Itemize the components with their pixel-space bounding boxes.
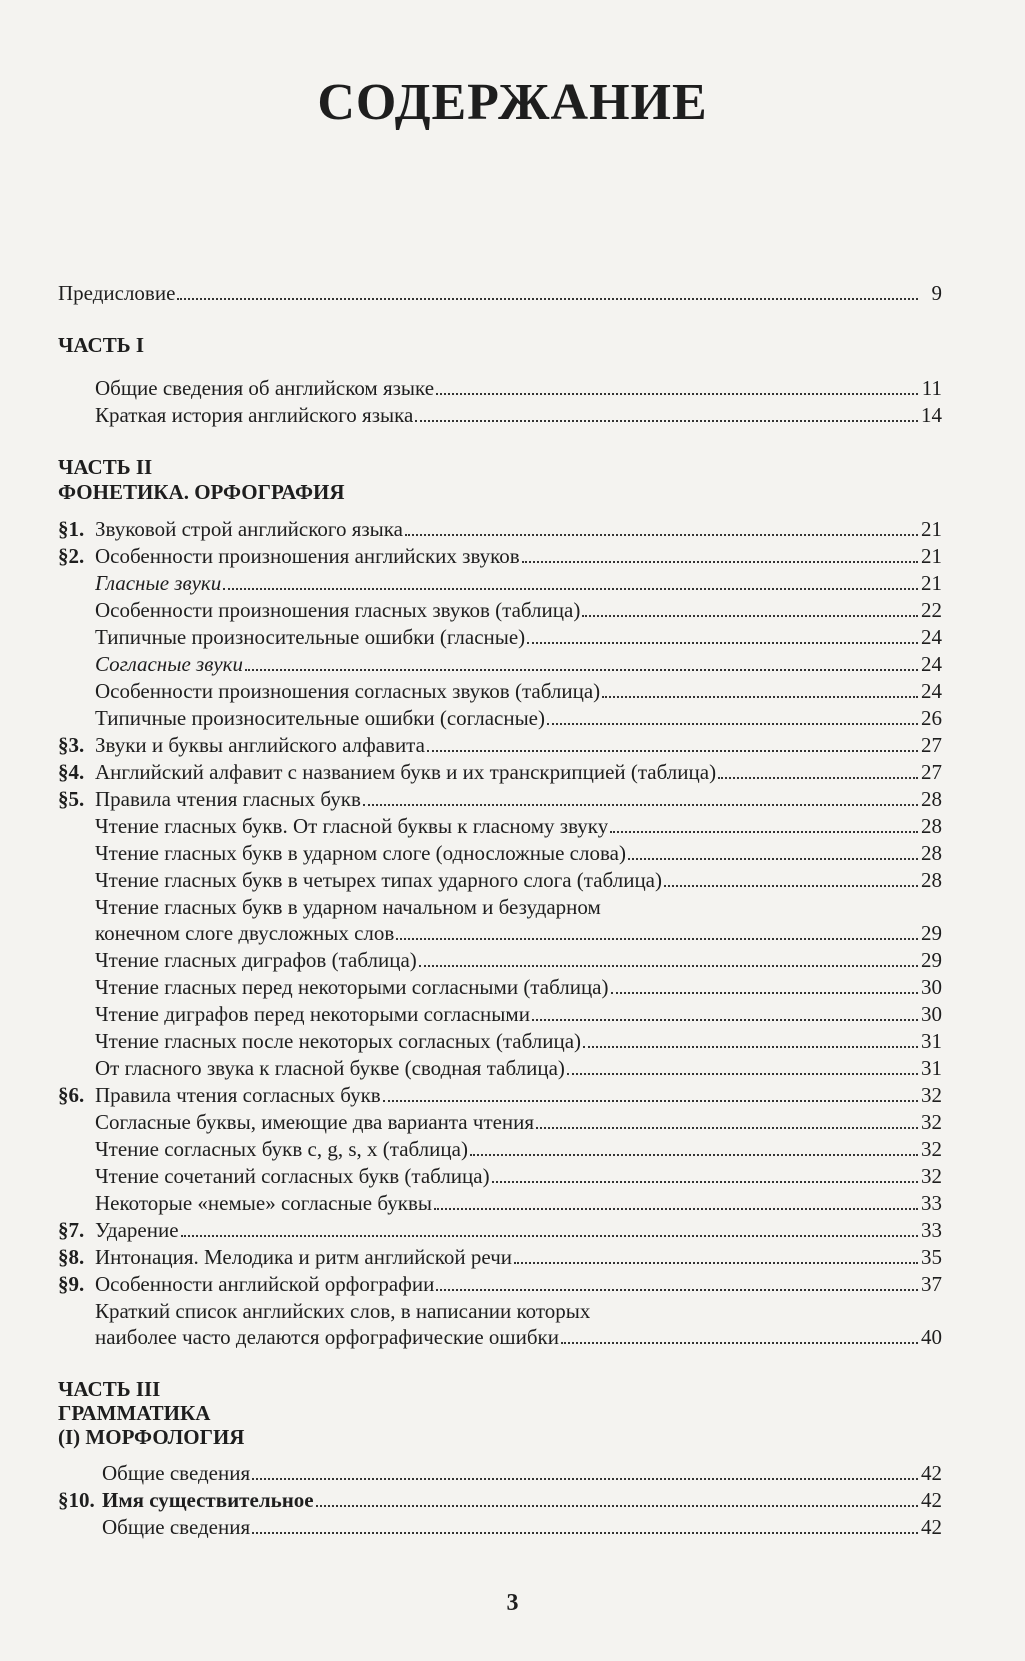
dot-leader xyxy=(415,420,918,422)
toc-entry xyxy=(58,1190,942,1216)
toc-entry-title: Особенности английской орфографии xyxy=(95,1272,435,1296)
toc-page-number: 21 xyxy=(921,544,942,568)
toc-entry-title: Имя существительное xyxy=(102,1488,314,1512)
toc-page-number: 40 xyxy=(921,1325,942,1349)
toc-entry-title: Чтение гласных диграфов (таблица) xyxy=(95,948,417,972)
section-number: §3. xyxy=(58,733,85,757)
toc-page-number: 31 xyxy=(921,1029,942,1053)
section-heading: ФОНЕТИКА. ОРФОГРАФИЯ xyxy=(58,480,345,504)
toc-entry-title: Чтение сочетаний согласных букв (таблица) xyxy=(95,1164,490,1188)
toc-entry-title: Чтение гласных букв в четырех типах ударного слога (таблица) xyxy=(95,868,662,892)
toc-entry-title: Типичные произносительные ошибки (гласные) xyxy=(95,625,526,649)
toc-entry-title: Звуковой строй английского языка xyxy=(95,517,403,541)
section-number: §1. xyxy=(58,517,85,541)
toc-entry-title: Особенности произношения согласных звуков (таблица) xyxy=(95,679,601,703)
toc-entry xyxy=(58,1460,942,1486)
dot-leader xyxy=(628,858,918,860)
toc-entry xyxy=(58,402,942,428)
dot-leader xyxy=(177,298,918,300)
section-number: §10. xyxy=(58,1488,95,1512)
toc-entry xyxy=(58,624,942,650)
dot-leader xyxy=(434,1208,918,1210)
toc-page-number: 24 xyxy=(921,625,942,649)
toc-entry xyxy=(58,1244,942,1270)
toc-entry xyxy=(58,974,942,1000)
toc-entry xyxy=(58,840,942,866)
section-number: §6. xyxy=(58,1083,85,1107)
dot-leader xyxy=(181,1235,918,1237)
toc-page-number: 33 xyxy=(921,1191,942,1215)
section-number: §9. xyxy=(58,1272,85,1296)
dot-leader xyxy=(536,1127,918,1129)
dot-leader xyxy=(396,938,918,940)
toc-entry xyxy=(58,516,942,542)
toc-entry xyxy=(58,947,942,973)
toc-page-number: 24 xyxy=(921,652,942,676)
toc-page-number: 11 xyxy=(921,376,942,400)
dot-leader xyxy=(245,669,918,671)
toc-page-number: 32 xyxy=(921,1164,942,1188)
toc-entry-title: Особенности произношения английских звуков xyxy=(95,544,520,568)
dot-leader xyxy=(561,1342,918,1344)
toc-entry-title: Общие сведения xyxy=(102,1461,251,1485)
dot-leader xyxy=(611,992,919,994)
toc-entry-title: Чтение диграфов перед некоторыми согласными xyxy=(95,1002,530,1026)
toc-entry xyxy=(58,1487,942,1513)
toc-page-number: 21 xyxy=(921,517,942,541)
section-heading: ЧАСТЬ I xyxy=(58,333,145,357)
toc-entry-title: Общие сведения об английском языке xyxy=(95,376,435,400)
toc-page-number: 31 xyxy=(921,1056,942,1080)
toc-entry xyxy=(58,1217,942,1243)
toc-page-number: 28 xyxy=(921,814,942,838)
toc-entry xyxy=(58,375,942,401)
toc-entry-title: Согласные буквы, имеющие два варианта чтения xyxy=(95,1110,535,1134)
page-title: СОДЕРЖАНИЕ xyxy=(317,74,708,131)
toc-entry xyxy=(58,705,942,731)
toc-entry xyxy=(58,543,942,569)
toc-entry xyxy=(58,1082,942,1108)
toc-entry-title: Чтение гласных букв в ударном слоге (односложные слова) xyxy=(95,841,626,865)
toc-page-number: 26 xyxy=(921,706,942,730)
dot-leader xyxy=(252,1478,918,1480)
toc-entry-title: Интонация. Мелодика и ритм английской речи xyxy=(95,1245,513,1269)
section-number: §8. xyxy=(58,1245,85,1269)
toc-page-number: 9 xyxy=(931,281,942,305)
toc-entry xyxy=(58,570,942,596)
toc-entry xyxy=(58,651,942,677)
page-number: 3 xyxy=(506,1590,519,1616)
section-heading: ЧАСТЬ II xyxy=(58,455,153,479)
toc-page-number: 28 xyxy=(921,868,942,892)
dot-leader xyxy=(567,1073,918,1075)
toc-page-number: 29 xyxy=(921,921,942,945)
toc-entry xyxy=(58,597,942,623)
toc-entry xyxy=(58,1055,942,1081)
dot-leader xyxy=(522,561,918,563)
toc-entry xyxy=(58,732,942,758)
toc-entry xyxy=(58,1324,942,1350)
dot-leader xyxy=(436,393,918,395)
toc-entry-line xyxy=(58,1298,942,1324)
toc-entry xyxy=(58,813,942,839)
dot-leader xyxy=(383,1100,918,1102)
toc-page-number: 27 xyxy=(921,760,942,784)
toc-entry xyxy=(58,759,942,785)
toc-entry-title: Согласные звуки xyxy=(95,652,243,676)
toc-page-number: 30 xyxy=(921,975,942,999)
toc-page-number: 30 xyxy=(921,1002,942,1026)
toc-entry xyxy=(58,678,942,704)
section-number: §2. xyxy=(58,544,85,568)
dot-leader xyxy=(252,1532,918,1534)
dot-leader xyxy=(583,1046,918,1048)
toc-page-number: 21 xyxy=(921,571,942,595)
toc-entry-title: Гласные звуки xyxy=(95,571,222,595)
toc-entry xyxy=(58,280,942,306)
toc-entry-title: Чтение гласных букв. От гласной буквы к гласному звуку xyxy=(95,814,609,838)
toc-entry-title: Чтение согласных букв c, g, s, x (таблица) xyxy=(95,1137,468,1161)
section-number: §5. xyxy=(58,787,85,811)
dot-leader xyxy=(610,831,918,833)
dot-leader xyxy=(527,642,918,644)
dot-leader xyxy=(514,1262,918,1264)
toc-page-number: 42 xyxy=(921,1461,942,1485)
toc-page-number: 28 xyxy=(921,841,942,865)
toc-entry xyxy=(58,1271,942,1297)
dot-leader xyxy=(532,1019,918,1021)
dot-leader xyxy=(316,1505,918,1507)
toc-entry xyxy=(58,1514,942,1540)
toc-page-number: 33 xyxy=(921,1218,942,1242)
toc-page-number: 32 xyxy=(921,1137,942,1161)
toc-entry-line xyxy=(58,894,942,920)
dot-leader xyxy=(436,1289,918,1291)
toc-page-number: 32 xyxy=(921,1110,942,1134)
toc-entry-title: Типичные произносительные ошибки (согласные) xyxy=(95,706,545,730)
toc-page-number: 32 xyxy=(921,1083,942,1107)
dot-leader xyxy=(223,588,918,590)
toc-entry xyxy=(58,1028,942,1054)
toc-entry xyxy=(58,1109,942,1135)
section-number: §7. xyxy=(58,1218,85,1242)
toc-entry xyxy=(58,786,942,812)
toc-page-number: 27 xyxy=(921,733,942,757)
toc-entry-title: Особенности произношения гласных звуков (таблица) xyxy=(95,598,581,622)
toc-page-number: 14 xyxy=(921,403,942,427)
toc-entry xyxy=(58,1136,942,1162)
dot-leader xyxy=(427,750,918,752)
toc-entry-title: Правила чтения гласных букв xyxy=(95,787,361,811)
dot-leader xyxy=(363,804,918,806)
dot-leader xyxy=(602,696,918,698)
section-number: §4. xyxy=(58,760,85,784)
toc-page-number: 37 xyxy=(921,1272,942,1296)
toc-entry-title: Ударение xyxy=(95,1218,179,1242)
toc-entry-title: Чтение гласных букв в ударном начальном и безударном xyxy=(95,895,601,919)
dot-leader xyxy=(547,723,918,725)
dot-leader xyxy=(405,534,918,536)
toc-page-number: 28 xyxy=(921,787,942,811)
section-heading: ЧАСТЬ III xyxy=(58,1377,161,1401)
section-heading: ГРАММАТИКА xyxy=(58,1401,211,1425)
toc-entry-title: Чтение гласных перед некоторыми согласными (таблица) xyxy=(95,975,609,999)
toc-entry-title: Правила чтения согласных букв xyxy=(95,1083,381,1107)
toc-entry xyxy=(58,1001,942,1027)
toc-entry-title: Краткая история английского языка xyxy=(95,403,414,427)
toc-entry-title: Чтение гласных после некоторых согласных (таблица) xyxy=(95,1029,582,1053)
toc-entry-title: наиболее часто делаются орфографические ошибки xyxy=(95,1325,559,1349)
toc-entry xyxy=(58,867,942,893)
toc-entry xyxy=(58,1163,942,1189)
toc-page-number: 29 xyxy=(921,948,942,972)
dot-leader xyxy=(419,965,918,967)
dot-leader xyxy=(582,615,918,617)
section-heading: (I) МОРФОЛОГИЯ xyxy=(58,1425,245,1449)
toc-page-number: 22 xyxy=(921,598,942,622)
dot-leader xyxy=(470,1154,918,1156)
dot-leader xyxy=(664,885,918,887)
toc-entry-title: Предисловие xyxy=(58,281,176,305)
toc-entry-title: Звуки и буквы английского алфавита xyxy=(95,733,425,757)
toc-entry-title: конечном слоге двусложных слов xyxy=(95,921,395,945)
dot-leader xyxy=(718,777,918,779)
toc-page-number: 42 xyxy=(921,1488,942,1512)
toc-page-number: 24 xyxy=(921,679,942,703)
toc-page-number: 42 xyxy=(921,1515,942,1539)
toc-entry-title: Некоторые «немые» согласные буквы xyxy=(95,1191,432,1215)
dot-leader xyxy=(492,1181,918,1183)
toc-entry-title: От гласного звука к гласной букве (сводная таблица) xyxy=(95,1056,565,1080)
toc-entry xyxy=(58,920,942,946)
toc-entry-title: Краткий список английских слов, в написании которых xyxy=(95,1299,591,1323)
toc-page-number: 35 xyxy=(921,1245,942,1269)
toc-entry-title: Английский алфавит с названием букв и их транскрипцией (таблица) xyxy=(95,760,717,784)
toc-entry-title: Общие сведения xyxy=(102,1515,251,1539)
